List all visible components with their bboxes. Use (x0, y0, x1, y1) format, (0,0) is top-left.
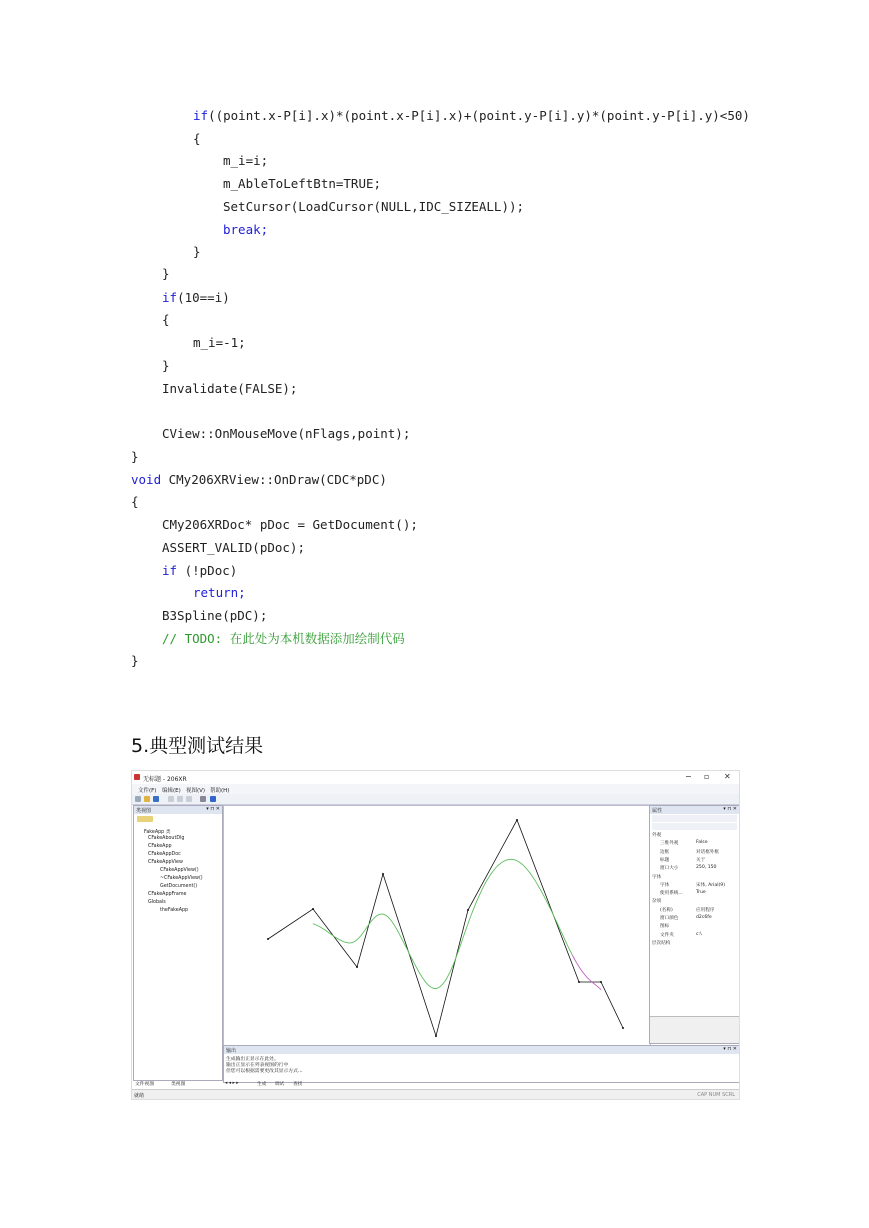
tree-item[interactable]: CFakeAppDoc (148, 852, 181, 857)
save-icon[interactable] (153, 796, 159, 802)
code-line (193, 108, 750, 124)
code-line (162, 517, 418, 533)
menu-help[interactable]: 帮助(H) (210, 788, 230, 794)
section-heading: 5.典型测试结果 (131, 735, 264, 757)
code-text: m_i=i; (223, 153, 269, 168)
code-line (193, 131, 201, 147)
menu-bar (132, 784, 739, 794)
output-panel (223, 1045, 740, 1083)
code-line (131, 494, 139, 510)
window-title: 无标题 - 206XR (143, 776, 187, 783)
property-value[interactable]: c:\ (696, 931, 702, 937)
code-text: B3Spline(pDC); (162, 608, 268, 623)
property-section[interactable]: 外观 (652, 833, 662, 838)
property-value[interactable]: False (696, 840, 708, 846)
property-value[interactable]: 应用程序 (696, 907, 715, 913)
property-name: 窗口颜色 (660, 916, 679, 921)
code-line (131, 472, 387, 488)
tree-item[interactable]: CFakeAppView (148, 860, 183, 865)
code-line (162, 608, 267, 624)
left-panel-tabs (133, 1079, 223, 1087)
code-text: Invalidate(FALSE); (162, 381, 298, 396)
code-keyword: if (162, 290, 178, 305)
tab-nav-arrows[interactable]: ◂ ◂ ▸ ▸ (225, 1081, 239, 1086)
code-text: } (131, 449, 139, 464)
app-screenshot (131, 770, 740, 1100)
code-line (162, 312, 170, 328)
menu-file[interactable]: 文件(F) (138, 788, 157, 794)
code-line (193, 585, 246, 601)
tree-item[interactable]: GetDocument() (160, 884, 198, 889)
code-keyword: break (223, 222, 261, 237)
code-line (223, 176, 381, 192)
properties-panel (649, 805, 740, 1044)
app-icon (134, 774, 140, 780)
property-value[interactable]: 关于 (696, 857, 706, 863)
code-text: ASSERT_VALID(pDoc); (162, 540, 305, 555)
property-name: 边框 (660, 849, 670, 855)
menu-edit[interactable]: 编辑(E) (162, 788, 181, 794)
control-point[interactable] (622, 1027, 624, 1029)
code-text: CMy206XRDoc* pDoc = GetDocument(); (162, 517, 418, 532)
property-name: 文件夹 (660, 932, 674, 938)
tab-file-view[interactable]: 文件视图 (135, 1082, 155, 1087)
output-line: 生成输出正显示在此处。 (226, 1057, 279, 1062)
property-value[interactable]: d2c6fe (696, 915, 712, 920)
code-text: (!pDoc) (177, 563, 238, 578)
copy-icon[interactable] (177, 796, 183, 802)
property-name: 窗口大小 (660, 866, 679, 872)
panel-close-icon[interactable]: ▾ ⊓ ✕ (206, 806, 220, 812)
code-line (131, 449, 139, 465)
properties-title: 属性 (652, 808, 663, 814)
property-section[interactable]: 杂项 (652, 899, 662, 905)
close-button[interactable]: ✕ (724, 772, 731, 781)
control-point[interactable] (312, 908, 314, 910)
property-name: 标题 (660, 857, 670, 863)
status-ready: 就绪 (134, 1093, 145, 1099)
code-line (162, 266, 170, 282)
code-text: SetCursor(LoadCursor(NULL,IDC_SIZEALL)); (223, 199, 525, 214)
control-point[interactable] (356, 966, 358, 968)
b-spline-curve (313, 859, 573, 988)
output-header (224, 1046, 739, 1054)
code-line (193, 335, 246, 351)
property-name: 字体 (660, 882, 670, 888)
spline-drawing (224, 806, 650, 1046)
cut-icon[interactable] (168, 796, 174, 802)
property-value[interactable]: True (696, 890, 706, 896)
output-tabs (223, 1081, 738, 1088)
property-name: 三维外观 (660, 841, 679, 847)
code-keyword: ; (260, 222, 269, 237)
code-text: } (162, 358, 170, 373)
title-bar (132, 771, 739, 784)
code-line (162, 381, 297, 397)
control-point[interactable] (467, 909, 469, 911)
class-view-header (134, 806, 222, 814)
code-keyword: if (193, 108, 209, 123)
output-line: 但您可以根据需要更改其显示方式... (226, 1069, 303, 1074)
code-line (131, 653, 139, 669)
code-line (162, 540, 305, 556)
property-value[interactable]: 宋体, Arial(9) (696, 882, 726, 888)
code-line (162, 358, 170, 374)
menu-view[interactable]: 视图(V) (186, 788, 206, 794)
help-icon[interactable] (210, 796, 216, 802)
property-section[interactable]: 字体 (652, 874, 662, 880)
output-title: 输出 (226, 1048, 237, 1054)
properties-toolbar (652, 815, 737, 822)
class-view-title: 类视图 (136, 808, 152, 814)
tree-item[interactable]: CFakeAboutDlg (148, 836, 185, 841)
code-keyword: return; (193, 585, 246, 600)
property-value[interactable]: 对话框外框 (696, 849, 719, 855)
panel-close-icon[interactable]: ▾ ⊓ ✕ (723, 1046, 737, 1052)
toolbar (132, 794, 739, 805)
code-text: } (162, 266, 170, 281)
class-view-toolbar-icon[interactable] (137, 816, 153, 822)
code-keyword: if (162, 563, 178, 578)
control-point[interactable] (267, 938, 269, 940)
control-point[interactable] (435, 1035, 437, 1037)
property-section[interactable]: 层次结构 (652, 940, 671, 946)
properties-toolbar-2 (652, 823, 737, 830)
properties-header (650, 806, 739, 814)
property-name: 使用系统... (660, 891, 683, 897)
code-text: } (131, 653, 139, 668)
panel-close-icon[interactable]: ▾ ⊓ ✕ (723, 806, 737, 812)
output-line: 输出正显示在列表视图的行中 (226, 1063, 289, 1068)
control-point[interactable] (516, 819, 518, 821)
code-text: } (193, 244, 201, 259)
code-text: CView::OnMouseMove(nFlags,point); (162, 426, 411, 441)
code-text: m_i=-1; (193, 335, 246, 350)
code-text: m_AbleToLeftBtn=TRUE; (223, 176, 382, 191)
property-value[interactable]: 250, 150 (696, 865, 717, 871)
status-bar (132, 1089, 739, 1100)
tree-item[interactable]: theFakeApp (160, 908, 189, 913)
maximize-button[interactable]: ▫ (704, 772, 710, 781)
tree-item[interactable]: CFakeAppView() (160, 868, 199, 873)
control-point[interactable] (600, 981, 602, 983)
tree-item[interactable]: CFakeAppFrame (148, 892, 187, 897)
code-text: (10==i) (177, 290, 230, 305)
open-icon[interactable] (144, 796, 150, 802)
paste-icon[interactable] (186, 796, 192, 802)
code-line (193, 244, 201, 260)
code-line (223, 199, 524, 215)
code-text: { (131, 494, 139, 509)
minimize-button[interactable]: − (685, 772, 692, 781)
code-keyword: void (131, 472, 162, 487)
tree-item[interactable]: FakeApp 类 (144, 830, 171, 835)
code-text: ((point.x-P[i].x)*(point.x-P[i].x)+(point.y-P[i].y)*(point.y-P[i].y)<50) (208, 108, 750, 123)
control-point[interactable] (578, 981, 580, 983)
property-description (650, 1016, 739, 1043)
tree-item[interactable]: Globals (148, 900, 166, 905)
status-indicators: CAP NUM SCRL (697, 1092, 735, 1098)
drawing-canvas[interactable] (223, 805, 651, 1047)
code-line (162, 563, 237, 579)
property-name: (名称) (660, 907, 673, 913)
new-icon[interactable] (135, 796, 141, 802)
code-line (223, 153, 268, 169)
code-text: CMy206XRView::OnDraw(CDC*pDC) (161, 472, 387, 487)
code-text: { (162, 312, 170, 327)
property-name: 图标 (660, 924, 670, 930)
tab-class-view[interactable]: 类视图 (171, 1082, 186, 1087)
code-line (162, 426, 410, 442)
tab-find[interactable]: 查找 (293, 1082, 303, 1087)
print-icon[interactable] (200, 796, 206, 802)
tree-item[interactable]: ~CFakeAppView() (160, 876, 203, 881)
code-text: { (193, 131, 201, 146)
code-line (162, 631, 405, 647)
code-line (223, 222, 268, 238)
tab-debug[interactable]: 调试 (275, 1082, 285, 1087)
control-point[interactable] (382, 873, 384, 875)
b-spline-curve-tail (572, 955, 601, 990)
class-view-panel (133, 805, 223, 1081)
code-line (162, 290, 230, 306)
tab-build[interactable]: 生成 (257, 1082, 267, 1087)
tree-item[interactable]: CFakeApp (148, 844, 172, 849)
code-comment: // TODO: 在此处为本机数据添加绘制代码 (162, 631, 405, 646)
